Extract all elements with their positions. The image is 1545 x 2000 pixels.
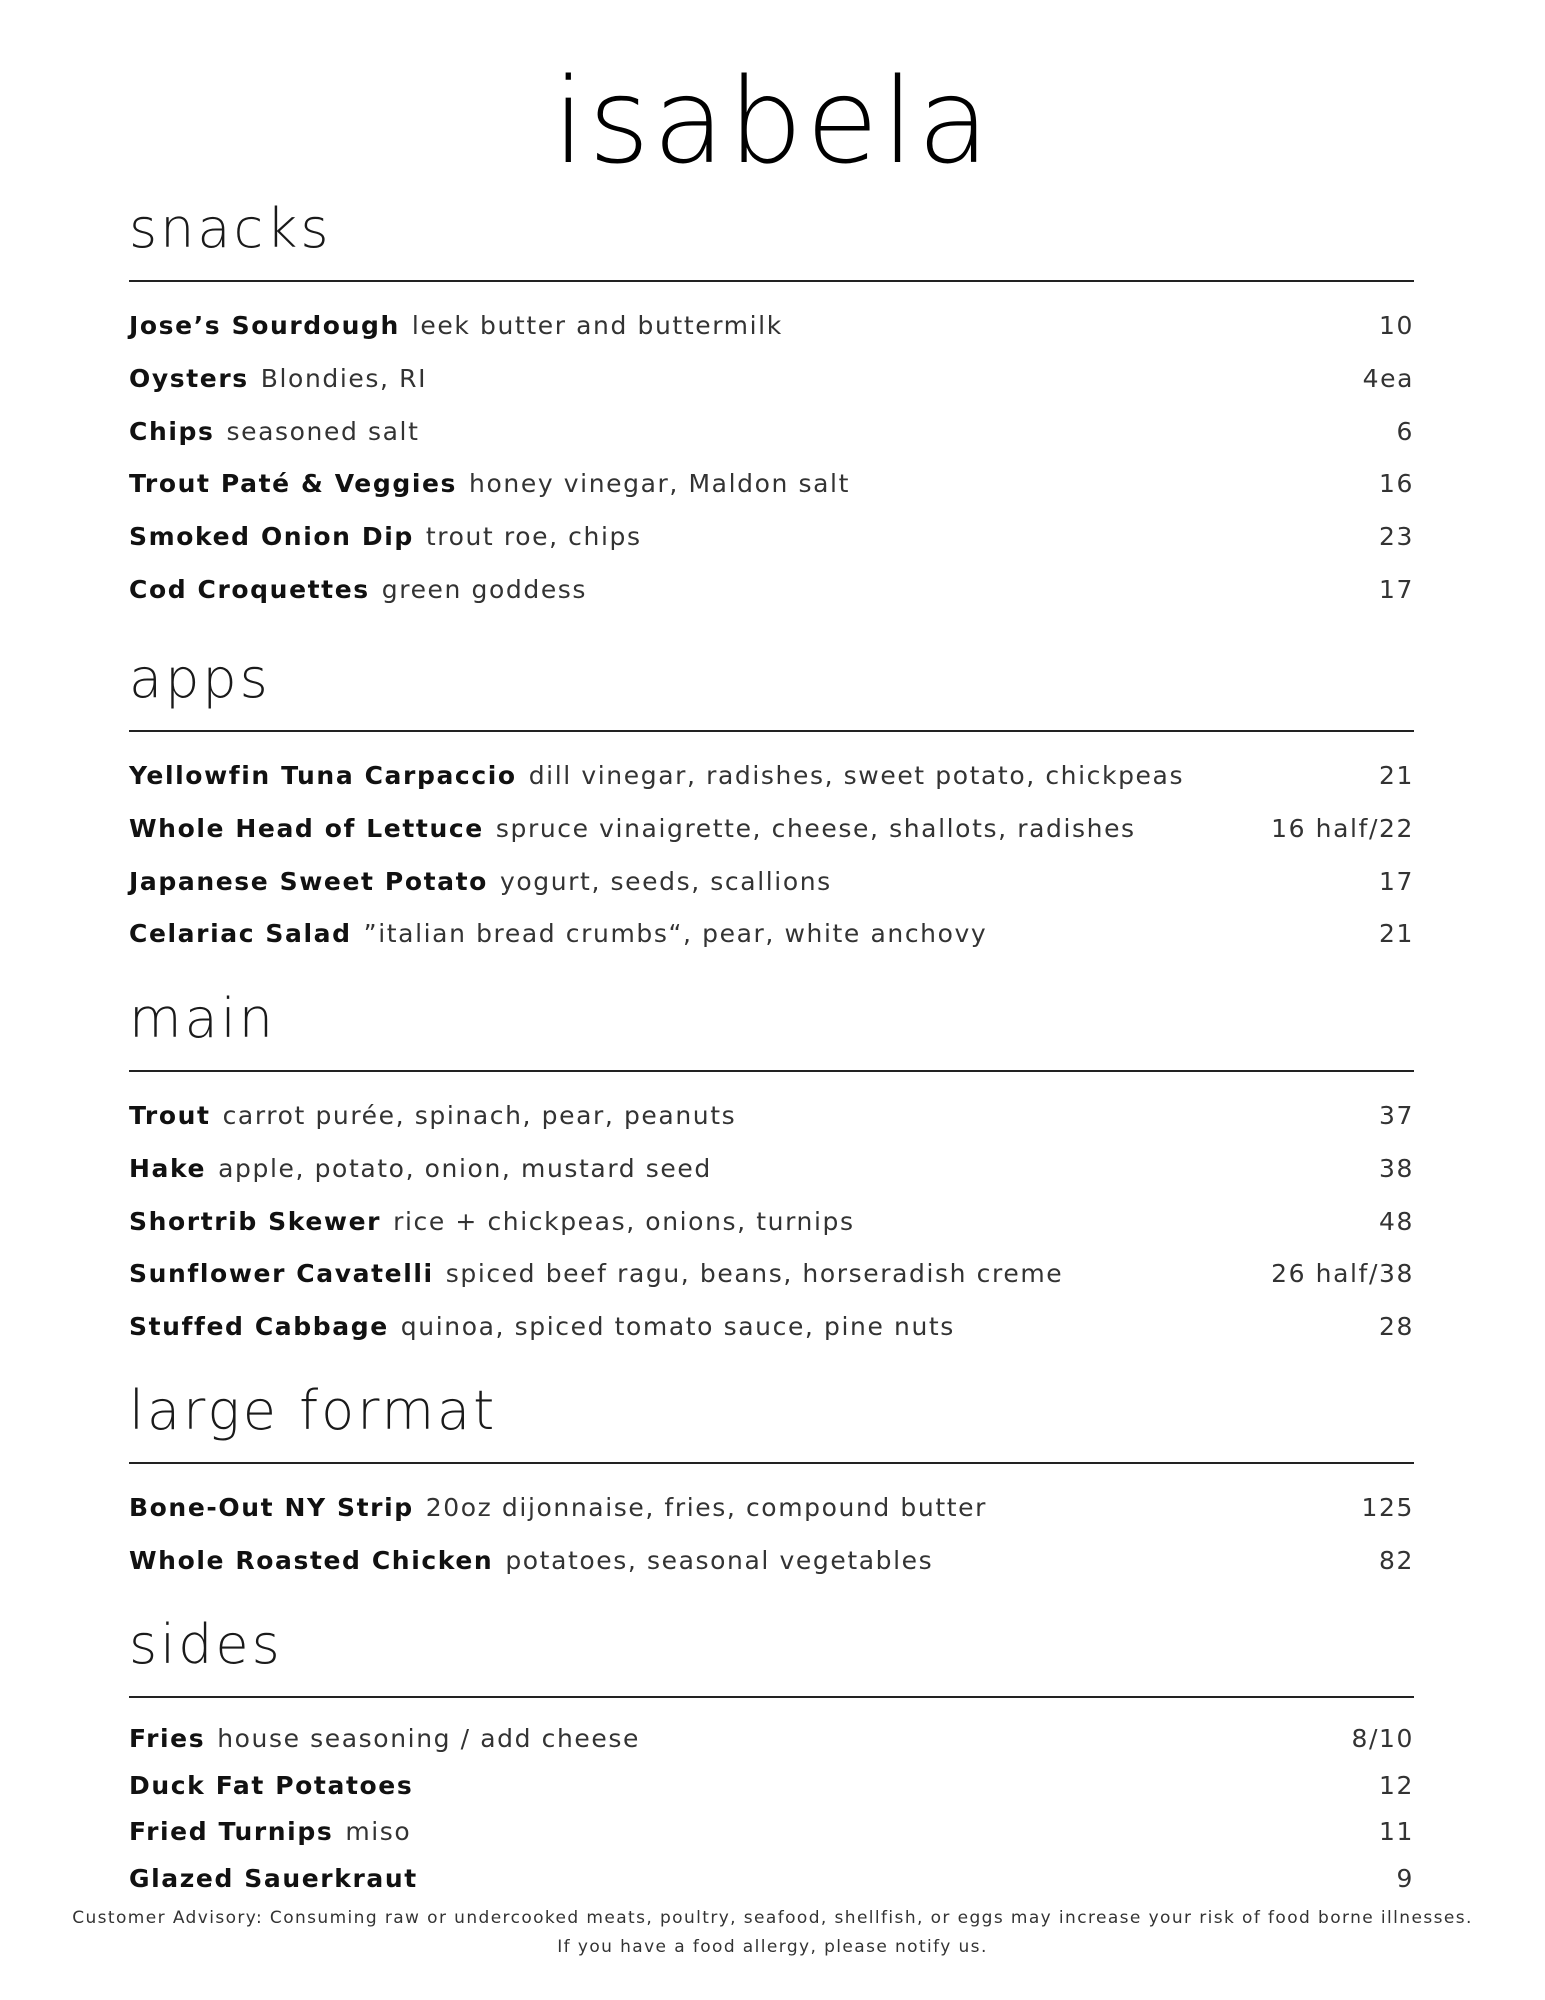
menu-item	[129, 300, 1414, 353]
item-name: Stuffed Cabbage	[129, 1312, 389, 1342]
menu-item	[129, 856, 1414, 909]
item-name: Smoked Onion Dip	[129, 522, 414, 552]
section-divider	[129, 730, 1414, 732]
item-price: 125	[1361, 1493, 1414, 1522]
item-price: 6	[1396, 416, 1414, 446]
item-name: Shortrib Skewer	[129, 1206, 382, 1236]
item-name: Jose’s Sourdough	[129, 311, 400, 340]
item-name: Bone-Out NY Strip	[129, 1493, 414, 1522]
item-name: Whole Roasted Chicken	[129, 1545, 494, 1575]
item-description: rice + chickpeas, onions, turnips	[393, 1206, 855, 1236]
menu-item	[129, 1763, 1414, 1810]
item-price: 17	[1378, 866, 1414, 896]
item-description: ”italian bread crumbs“, pear, white anchovy	[363, 919, 988, 949]
customer-advisory	[0, 1904, 1545, 1962]
item-description: miso	[345, 1817, 412, 1846]
item-name: Hake	[129, 1153, 207, 1183]
item-description: green goddess	[381, 574, 588, 604]
item-description: potatoes, seasonal vegetables	[505, 1545, 934, 1575]
item-price: 10	[1378, 311, 1414, 340]
menu-item	[129, 406, 1414, 459]
item-description: trout roe, chips	[425, 522, 642, 552]
item-description: carrot purée, spinach, pear, peanuts	[222, 1101, 737, 1130]
menu-item	[129, 458, 1414, 511]
item-description: seasoned salt	[226, 416, 420, 446]
menu-item	[129, 1301, 1414, 1354]
item-name: Duck Fat Potatoes	[129, 1770, 414, 1800]
item-price: 23	[1378, 522, 1414, 552]
item-name: Chips	[129, 416, 215, 446]
section-snacks	[129, 197, 1414, 617]
menu-list	[129, 1716, 1414, 1902]
section-divider	[129, 1462, 1414, 1464]
section-divider	[129, 1070, 1414, 1072]
item-price: 38	[1378, 1153, 1414, 1183]
item-name: Oysters	[129, 363, 249, 393]
menu-item	[129, 750, 1414, 803]
menu-item	[129, 1856, 1414, 1903]
item-description: quinoa, spiced tomato sauce, pine nuts	[400, 1312, 955, 1342]
item-name: Whole Head of Lettuce	[129, 813, 484, 843]
menu-item	[129, 1143, 1414, 1196]
advisory-line-2: If you have a food allergy, please notify us.	[557, 1937, 988, 1957]
section-heading: main	[129, 987, 276, 1050]
menu-item	[129, 1482, 1414, 1535]
section-divider	[129, 1696, 1414, 1698]
item-name: Sunflower Cavatelli	[129, 1259, 434, 1289]
item-name: Trout Paté & Veggies	[129, 469, 458, 499]
menu-item	[129, 1248, 1414, 1301]
item-description: 20oz dijonnaise, fries, compound butter	[425, 1493, 988, 1522]
menu-item	[129, 1716, 1414, 1763]
section-heading: large format	[129, 1379, 498, 1442]
item-description: apple, potato, onion, mustard seed	[218, 1153, 712, 1183]
item-price: 16	[1378, 469, 1414, 499]
item-description: leek butter and buttermilk	[411, 311, 783, 340]
menu-list	[129, 750, 1414, 961]
item-description: Blondies, RI	[260, 363, 428, 393]
section-apps	[129, 647, 1414, 961]
menu-item	[129, 564, 1414, 617]
menu-item	[129, 1090, 1414, 1143]
item-price: 48	[1378, 1206, 1414, 1236]
item-price: 16 half/22	[1271, 813, 1414, 843]
menu-item	[129, 908, 1414, 961]
item-price: 21	[1378, 761, 1414, 790]
section-sides	[129, 1613, 1414, 1902]
item-price: 12	[1378, 1770, 1414, 1800]
item-description: house seasoning / add cheese	[217, 1724, 640, 1753]
menu-list	[129, 1482, 1414, 1588]
item-description: spruce vinaigrette, cheese, shallots, radishes	[495, 813, 1136, 843]
menu-item	[129, 1809, 1414, 1856]
menu-item	[129, 353, 1414, 406]
item-description: yogurt, seeds, scallions	[499, 866, 832, 896]
menu-item	[129, 1535, 1414, 1588]
item-name: Fries	[129, 1724, 206, 1753]
section-heading: sides	[129, 1613, 283, 1676]
item-name: Fried Turnips	[129, 1817, 334, 1846]
item-name: Yellowfin Tuna Carpaccio	[129, 761, 517, 790]
section-large-format	[129, 1379, 1414, 1588]
menu-item	[129, 511, 1414, 564]
item-description: spiced beef ragu, beans, horseradish creme	[445, 1259, 1064, 1289]
item-price: 11	[1378, 1817, 1414, 1846]
item-price: 9	[1396, 1863, 1414, 1893]
item-price: 8/10	[1351, 1724, 1414, 1753]
menu-item	[129, 803, 1414, 856]
section-heading: snacks	[129, 197, 332, 260]
item-name: Glazed Sauerkraut	[129, 1863, 418, 1893]
item-price: 28	[1378, 1312, 1414, 1342]
item-name: Trout	[129, 1101, 211, 1130]
item-name: Celariac Salad	[129, 919, 352, 949]
menu-list	[129, 300, 1414, 617]
item-price: 37	[1378, 1101, 1414, 1130]
item-price: 82	[1378, 1545, 1414, 1575]
item-price: 4ea	[1362, 363, 1414, 393]
menu-list	[129, 1090, 1414, 1354]
menu-item	[129, 1196, 1414, 1249]
restaurant-logo: isabela	[552, 52, 993, 190]
item-name: Cod Croquettes	[129, 574, 370, 604]
section-main	[129, 987, 1414, 1354]
item-description: honey vinegar, Maldon salt	[469, 469, 850, 499]
advisory-line-1: Customer Advisory: Consuming raw or undercooked meats, poultry, seafood, shellfish, or eggs may increase your risk of food borne illnesses.	[72, 1908, 1473, 1928]
section-divider	[129, 280, 1414, 282]
item-name: Japanese Sweet Potato	[129, 866, 488, 896]
item-price: 21	[1378, 919, 1414, 949]
section-heading: apps	[129, 647, 271, 710]
item-price: 26 half/38	[1271, 1259, 1414, 1289]
item-description: dill vinegar, radishes, sweet potato, chickpeas	[528, 761, 1185, 790]
item-price: 17	[1378, 574, 1414, 604]
